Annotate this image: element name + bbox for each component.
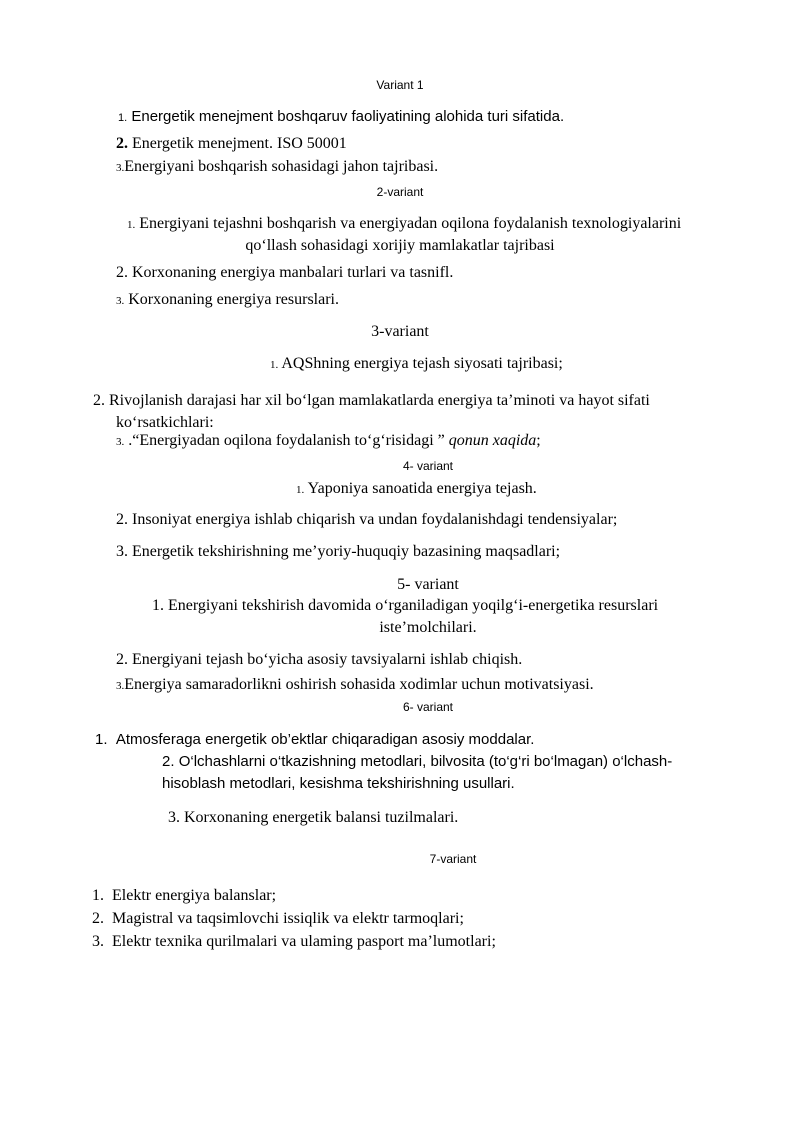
variant-6-item-3 [168, 809, 458, 827]
variant-5-item-2 [116, 651, 522, 669]
variant-6-item-2 [162, 753, 672, 770]
item-text: Energiyani boshqarish sohasidagi jahon tajribasi. [124, 158, 439, 175]
variant-4-item-2 [116, 511, 617, 529]
variant-3-item-3 [116, 432, 541, 450]
item-text: Energetik menejment. ISO 50001 [132, 135, 347, 152]
item-number: 1. [152, 597, 164, 614]
item-number: 2. [93, 392, 105, 409]
variant-7-item-3 [92, 933, 496, 951]
variant-6-title: 6- variant [402, 700, 454, 714]
variant-4-item-3 [116, 543, 560, 561]
item-number: 1. [118, 112, 128, 124]
item-text: O‘lchashlarni o‘tkazishning metodlari, bilvosita (to‘g‘ri bo‘lmagan) o‘lchash- [178, 753, 673, 770]
item-text: Korxonaning energetik balansi tuzilmalari. [184, 809, 459, 826]
variant-2-item-1-cont: qo‘llash sohasidagi xorijiy mamlakatlar tajribasi [245, 237, 555, 254]
item-text: Korxonaning energiya manbalari turlari va tasnifl. [132, 264, 454, 281]
item-number: 3. [116, 162, 125, 174]
item-number: 1. [95, 731, 108, 748]
item-text: Energiya samaradorlikni oshirish sohasida xodimlar uchun motivatsiyasi. [124, 676, 594, 693]
item-number: 3. [168, 809, 180, 826]
variant-7-title: 7-variant [429, 852, 477, 866]
variant-2-title: 2-variant [376, 185, 424, 199]
variant-5-item-1 [152, 597, 658, 615]
item-text-pre: .“Energiyadan oqilona foydalanish to‘g‘risidagi ” [128, 432, 449, 449]
item-text: Atmosferaga energetik ob’ektlar chiqaradigan asosiy moddalar. [115, 731, 535, 748]
item-number: 2. [92, 910, 104, 927]
variant-2-item-2 [116, 264, 453, 282]
variant-5-item-1-cont: iste’molchilari. [379, 619, 477, 636]
variant-7-item-1 [92, 887, 276, 905]
item-number: 3. [92, 933, 104, 950]
item-number: 3. [116, 436, 125, 448]
item-number: 2. [116, 135, 128, 152]
item-number: 2. [116, 511, 128, 528]
item-number: 1. [296, 484, 305, 496]
item-number: 3. [116, 295, 125, 307]
variant-4-item-1 [296, 480, 537, 498]
item-text: Elektr texnika qurilmalari va ulaming pasport ma’lumotlari; [112, 933, 496, 950]
item-text-post: ; [536, 432, 541, 449]
item-number: 3. [116, 543, 128, 560]
variant-5-title: 5- variant [397, 576, 459, 593]
variant-3-title: 3-variant [371, 323, 429, 340]
item-number: 3. [116, 680, 125, 692]
item-text: Energiyani tejash bo‘yicha asosiy tavsiyalarni ishlab chiqish. [132, 651, 523, 668]
item-number: 1. [127, 219, 136, 231]
variant-6-item-1 [95, 731, 534, 748]
variant-1-item-2 [116, 135, 347, 153]
item-number: 1. [92, 887, 104, 904]
item-text: Energiyani tejashni boshqarish va energiyadan oqilona foydalanish texnologiyalarini [139, 215, 682, 232]
item-number: 2. [162, 753, 175, 770]
item-text: Energetik tekshirishning me’yoriy-huquqiy bazasining maqsadlari; [132, 543, 561, 560]
variant-2-item-1 [127, 215, 681, 233]
item-number: 1. [270, 359, 279, 371]
item-number: 2. [116, 651, 128, 668]
variant-3-item-2-cont: ko‘rsatkichlari: [116, 414, 214, 431]
variant-2-item-3 [116, 291, 339, 309]
variant-1-item-3 [116, 158, 438, 176]
variant-1-title: Variant 1 [376, 78, 424, 92]
item-text-emphasis: qonun xaqida [448, 432, 537, 449]
variant-3-item-2 [93, 392, 650, 410]
item-number: 2. [116, 264, 128, 281]
item-text: Elektr energiya balanslar; [112, 887, 277, 904]
item-text: Rivojlanish darajasi har xil bo‘lgan mamlakatlarda energiya ta’minoti va hayot sifati [109, 392, 650, 409]
item-text: Energiyani tekshirish davomida o‘rganiladigan yoqilg‘i-energetika resurslari [168, 597, 659, 614]
variant-6-item-2-cont: hisoblash metodlari, kesishma tekshirishning usullari. [162, 775, 515, 792]
variant-4-title: 4- variant [402, 459, 454, 473]
item-text: AQShning energiya tejash siyosati tajribasi; [281, 355, 563, 372]
item-text: Insoniyat energiya ishlab chiqarish va undan foydalanishdagi tendensiyalar; [132, 511, 618, 528]
variant-7-item-2 [92, 910, 464, 928]
variant-3-item-1 [270, 355, 563, 373]
item-text: Energetik menejment boshqaruv faoliyatining alohida turi sifatida. [131, 108, 565, 125]
item-text: Yaponiya sanoatida energiya tejash. [307, 480, 537, 497]
item-text: Magistral va taqsimlovchi issiqlik va elektr tarmoqlari; [112, 910, 464, 927]
variant-1-item-1 [118, 108, 564, 125]
variant-5-item-3 [116, 676, 594, 694]
item-text: Korxonaning energiya resurslari. [128, 291, 339, 308]
